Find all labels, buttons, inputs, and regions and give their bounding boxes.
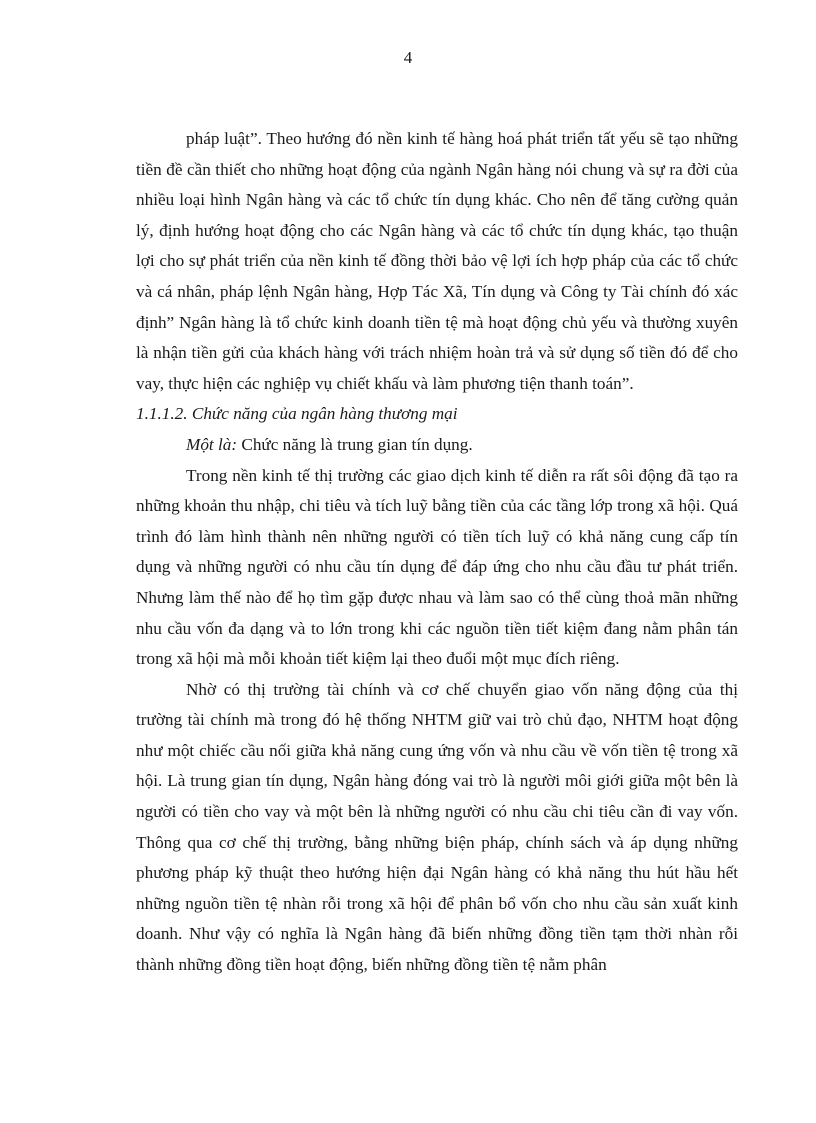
paragraph-3: Nhờ có thị trường tài chính và cơ chế chuyển giao vốn năng động của thị trường tài chính mà trong đó hệ thống NHTM giữ vai trò chủ đạo, NHTM hoạt động như một chiếc cầu nối giữa khả năng cung ứng vốn và nhu cầu về vốn tiền tệ trong xã hội. Là trung gian tín dụng, Ngân hàng đóng vai trò là người môi giới giữa một bên là người có tiền cho vay và một bên là những người có nhu cầu chi tiêu cần đi vay vốn. Thông qua cơ chế thị trường, bằng những biện pháp, chính sách và áp dụng những phương pháp kỹ thuật theo hướng hiện đại Ngân hàng có khả năng thu hút hầu hết những nguồn tiền tệ nhàn rỗi trong xã hội để phân bổ vốn cho nhu cầu sản xuất kinh doanh. Như vậy có nghĩa là Ngân hàng đã biến những đồng tiền tạm thời nhàn rỗi thành những đồng tiền hoạt động, biến những đồng tiền tệ nằm phân <box>136 679 738 975</box>
function-one-text: Chức năng là trung gian tín dụng. <box>237 434 473 454</box>
function-one-label: Một là: <box>186 434 238 454</box>
section-heading: 1.1.1.2. Chức năng của ngân hàng thương mại <box>136 404 458 424</box>
page-number: 4 <box>403 48 413 67</box>
paragraph-1: pháp luật”. Theo hướng đó nền kinh tế hàng hoá phát triển tất yếu sẽ tạo những tiền đề cần thiết cho những hoạt động của ngành Ngân hàng nói chung và sự ra đời của nhiều loại hình Ngân hàng và các tổ chức tín dụng khác. Cho nên để tăng cường quản lý, định hướng hoạt động cho các Ngân hàng và các tổ chức tín dụng khác, tạo thuận lợi cho sự phát triển của nền kinh tế đồng thời bảo vệ lợi ích hợp pháp của các tổ chức và cá nhân, pháp lệnh Ngân hàng, Hợp Tác Xã, Tín dụng và Công ty Tài chính đó xác định” Ngân hàng là tổ chức kinh doanh tiền tệ mà hoạt động chủ yếu và thường xuyên là nhận tiền gửi của khách hàng với trách nhiệm hoàn trả và sử dụng số tiền đó để cho vay, thực hiện các nghiệp vụ chiết khấu và làm phương tiện thanh toán”. <box>136 129 738 393</box>
function-one <box>136 430 738 461</box>
paragraph-2: Trong nền kinh tế thị trường các giao dịch kinh tế diễn ra rất sôi động đã tạo ra những khoản thu nhập, chi tiêu và tích luỹ bằng tiền của các tầng lớp trong xã hội. Quá trình đó làm hình thành nên những người có tiền tích luỹ có khả năng cung cấp tín dụng và những người có nhu cầu tín dụng để đáp ứng cho nhu cầu đầu tư phát triển. Nhưng làm thế nào để họ tìm gặp được nhau và làm sao có thể cùng thoả mãn những nhu cầu vốn đa dạng và to lớn trong khi các nguồn tiền tiết kiệm đang nằm phân tán trong xã hội mà mỗi khoản tiết kiệm lại theo đuổi một mục đích riêng. <box>136 465 738 669</box>
document-body <box>136 124 738 981</box>
